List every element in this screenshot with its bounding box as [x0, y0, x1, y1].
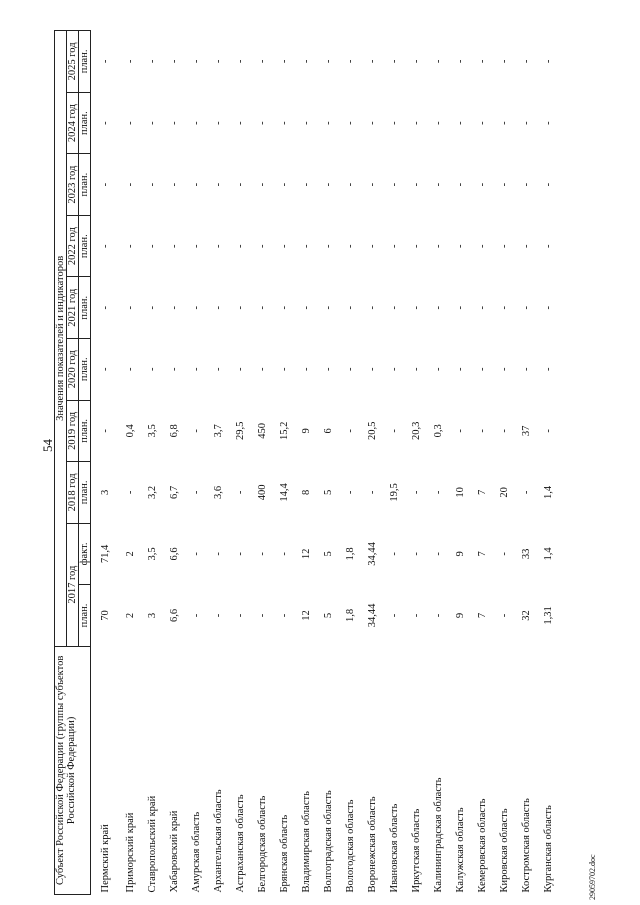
value-cell: - [234, 613, 246, 618]
value-cell: - [190, 121, 202, 125]
value-cell: - [432, 552, 444, 556]
table-row [163, 31, 185, 895]
value-cell: - [542, 59, 554, 64]
value-cell: - [190, 490, 202, 495]
value-cell: 15,2 [278, 421, 290, 441]
value-cell: - [366, 59, 378, 64]
value-cell: - [278, 59, 290, 64]
value-cell: - [190, 367, 202, 372]
value-cell: 34,44 [366, 542, 378, 566]
value-cell: - [432, 305, 444, 310]
subject-name-cell: Костромская область [520, 798, 532, 893]
value-cell: - [344, 121, 356, 125]
value-cell: - [520, 121, 532, 125]
table-row [251, 31, 273, 895]
value-cell: - [168, 59, 180, 64]
value-cell: - [366, 305, 378, 310]
value-cell: - [410, 244, 422, 248]
value-cell: - [146, 121, 158, 125]
value-cell: - [520, 305, 532, 310]
value-cell: - [168, 367, 180, 372]
value-cell: - [212, 613, 224, 618]
value-cell: - [234, 552, 246, 556]
table-row [273, 31, 295, 895]
value-cell: - [256, 305, 268, 310]
value-cell: 3,5 [146, 424, 158, 438]
value-cell: - [542, 121, 554, 125]
value-cell: - [212, 182, 224, 187]
table-row [141, 31, 163, 895]
sub-header: план. [79, 462, 91, 524]
values-column-header: Значения показателей и индикаторов [55, 31, 67, 647]
value-cell: 6,6 [168, 608, 180, 623]
sub-header: план. [79, 215, 91, 277]
value-cell: - [99, 59, 111, 64]
value-cell: - [190, 552, 202, 556]
table-row [317, 31, 339, 895]
value-cell: - [476, 305, 488, 310]
value-cell: - [454, 182, 466, 187]
value-cell: - [190, 59, 202, 64]
year-header: 2018 год [67, 462, 79, 524]
value-cell: - [454, 121, 466, 125]
value-cell: - [432, 367, 444, 372]
value-cell: 37 [520, 425, 532, 437]
value-cell: - [366, 244, 378, 248]
value-cell: - [278, 121, 290, 125]
value-cell: - [146, 182, 158, 187]
value-cell: - [234, 367, 246, 372]
value-cell: 29,5 [234, 421, 246, 441]
value-cell: - [476, 59, 488, 64]
value-cell: - [454, 59, 466, 64]
value-cell: - [498, 552, 510, 556]
value-cell: - [300, 59, 312, 64]
value-cell: - [190, 244, 202, 248]
value-cell: - [542, 367, 554, 372]
table-row [405, 31, 427, 895]
value-cell: - [410, 613, 422, 618]
sub-header: факт. [79, 523, 91, 585]
table-header [55, 31, 91, 895]
value-cell: - [498, 367, 510, 372]
sub-header: план. [79, 31, 91, 93]
value-cell: 70 [99, 610, 111, 621]
value-cell: 7 [476, 551, 488, 557]
value-cell: - [498, 429, 510, 433]
value-cell: - [212, 305, 224, 310]
sub-header: план. [79, 339, 91, 401]
value-cell: - [234, 182, 246, 187]
value-cell: - [124, 182, 136, 187]
value-cell: - [212, 244, 224, 248]
value-cell: - [388, 367, 400, 372]
value-cell: 32 [520, 610, 532, 621]
value-cell: 71,4 [99, 544, 111, 564]
table-row [361, 31, 383, 895]
value-cell: - [234, 121, 246, 125]
value-cell: - [498, 121, 510, 125]
value-cell: - [542, 244, 554, 248]
value-cell: - [432, 121, 444, 125]
value-cell: 19,5 [388, 483, 400, 502]
value-cell: - [300, 121, 312, 125]
subject-name-cell: Вологодская область [344, 799, 356, 893]
table-row [339, 31, 361, 895]
value-cell: 8 [300, 489, 312, 495]
indicators-table [54, 30, 559, 895]
value-cell: - [234, 305, 246, 310]
value-cell: - [256, 367, 268, 372]
value-cell: - [168, 182, 180, 187]
value-cell: 6 [322, 428, 334, 434]
table-row [383, 31, 405, 895]
value-cell: - [256, 59, 268, 64]
value-cell: - [388, 429, 400, 433]
value-cell: - [212, 552, 224, 556]
value-cell: - [520, 244, 532, 248]
sub-header: план. [79, 154, 91, 216]
value-cell: - [454, 305, 466, 310]
value-cell: - [190, 429, 202, 433]
value-cell: - [454, 367, 466, 372]
value-cell: - [212, 367, 224, 372]
subject-name-cell: Хабаровский край [168, 810, 180, 893]
value-cell: - [99, 121, 111, 125]
value-cell: - [388, 121, 400, 125]
subject-name-cell: Волгоградская область [322, 790, 334, 893]
value-cell: - [234, 244, 246, 248]
year-header: 2025 год [67, 31, 79, 93]
value-cell: - [278, 552, 290, 556]
value-cell: - [322, 121, 334, 125]
value-cell: - [432, 490, 444, 495]
value-cell: - [344, 429, 356, 433]
value-cell: - [476, 367, 488, 372]
table-row [229, 31, 251, 895]
value-cell: - [278, 182, 290, 187]
value-cell: - [366, 367, 378, 372]
value-cell: - [410, 305, 422, 310]
value-cell: - [344, 244, 356, 248]
sub-header: план. [79, 400, 91, 462]
value-cell: - [476, 121, 488, 125]
value-cell: 3,2 [146, 485, 158, 499]
value-cell: - [322, 182, 334, 187]
subject-name-cell: Калининградская область [432, 777, 444, 893]
value-cell: - [498, 305, 510, 310]
value-cell: - [410, 121, 422, 125]
table-row [493, 31, 515, 895]
value-cell: 6,6 [168, 547, 180, 561]
value-cell: - [256, 244, 268, 248]
value-cell: 400 [256, 484, 268, 501]
value-cell: - [542, 182, 554, 187]
value-cell: 1,4 [542, 547, 554, 561]
value-cell: - [366, 121, 378, 125]
value-cell: - [520, 490, 532, 495]
table-row [119, 31, 141, 895]
value-cell: 20 [498, 487, 510, 498]
value-cell: - [300, 305, 312, 310]
value-cell: - [410, 490, 422, 495]
file-footer: 29059702.doc [588, 854, 597, 900]
value-cell: - [278, 244, 290, 248]
subject-column-header: Субъект Российской Федерации (группы субъектов Российской Федерации) [55, 646, 91, 894]
value-cell: 5 [322, 551, 334, 557]
value-cell: - [542, 429, 554, 433]
value-cell: - [498, 182, 510, 187]
subject-name-cell: Кемеровская область [476, 798, 488, 893]
value-cell: - [190, 305, 202, 310]
value-cell: 14,4 [278, 483, 290, 502]
value-cell: - [498, 613, 510, 618]
value-cell: - [234, 59, 246, 64]
value-cell: - [432, 182, 444, 187]
value-cell: 6,8 [168, 424, 180, 438]
value-cell: - [498, 244, 510, 248]
value-cell: - [366, 182, 378, 187]
value-cell: - [300, 244, 312, 248]
value-cell: - [278, 305, 290, 310]
subject-name-cell: Астраханская область [234, 794, 246, 893]
table-row [91, 31, 120, 895]
rotated-table-container [54, 30, 564, 895]
value-cell: 0,3 [432, 424, 444, 438]
value-cell: - [542, 305, 554, 310]
value-cell: - [432, 244, 444, 248]
value-cell: - [99, 244, 111, 248]
value-cell: - [168, 244, 180, 248]
value-cell: - [168, 305, 180, 310]
table-row [427, 31, 449, 895]
value-cell: - [234, 490, 246, 495]
value-cell: - [410, 367, 422, 372]
value-cell: - [432, 59, 444, 64]
value-cell: 9 [454, 612, 466, 619]
value-cell: 20,3 [410, 421, 422, 441]
value-cell: - [344, 305, 356, 310]
subject-name-cell: Курганская область [542, 805, 554, 893]
table-row [471, 31, 493, 895]
value-cell: - [146, 59, 158, 64]
value-cell: - [99, 182, 111, 187]
value-cell: - [454, 244, 466, 248]
value-cell: 7 [476, 612, 488, 619]
table-row [515, 31, 537, 895]
subject-name-cell: Ивановская область [388, 803, 400, 893]
subject-name-cell: Амурская область [190, 811, 202, 893]
value-cell: - [322, 367, 334, 372]
value-cell: - [212, 59, 224, 64]
value-cell: - [300, 182, 312, 187]
value-cell: - [168, 121, 180, 125]
subject-name-cell: Владимирская область [300, 791, 312, 893]
value-cell: 1,31 [542, 606, 554, 625]
value-cell: - [278, 613, 290, 618]
value-cell: - [388, 59, 400, 64]
value-cell: - [498, 59, 510, 64]
value-cell: - [300, 367, 312, 372]
value-cell: 450 [256, 422, 268, 439]
sub-header: план. [79, 585, 91, 647]
value-cell: 33 [520, 548, 532, 560]
value-cell: 7 [476, 489, 488, 495]
table-row [449, 31, 471, 895]
value-cell: 9 [300, 428, 312, 434]
value-cell: 3 [99, 489, 111, 495]
year-header: 2021 год [67, 277, 79, 339]
value-cell: 6,7 [168, 485, 180, 499]
value-cell: 3 [146, 612, 158, 619]
value-cell: 34,44 [366, 603, 378, 628]
value-cell: - [476, 244, 488, 248]
subject-name-cell: Кировская область [498, 808, 510, 893]
value-cell: - [388, 552, 400, 556]
value-cell: 5 [322, 489, 334, 495]
value-cell: 0,4 [124, 424, 136, 438]
value-cell: - [388, 613, 400, 618]
year-header: 2020 год [67, 339, 79, 401]
year-header: 2023 год [67, 154, 79, 216]
table-row [537, 31, 559, 895]
page-number: 54 [40, 439, 55, 452]
table-body [91, 31, 560, 895]
value-cell: - [146, 305, 158, 310]
year-header: 2017 год [67, 523, 79, 646]
year-header: 2022 год [67, 215, 79, 277]
value-cell: - [520, 59, 532, 64]
value-cell: - [476, 182, 488, 187]
value-cell: - [454, 429, 466, 433]
value-cell: - [256, 121, 268, 125]
value-cell: - [410, 182, 422, 187]
value-cell: - [124, 121, 136, 125]
value-cell: - [190, 182, 202, 187]
value-cell: 1,8 [344, 547, 356, 561]
table-row [295, 31, 317, 895]
subject-name-cell: Брянская область [278, 814, 290, 893]
value-cell: - [99, 429, 111, 433]
value-cell: - [520, 182, 532, 187]
sub-header: план. [79, 277, 91, 339]
value-cell: 3,6 [212, 485, 224, 499]
value-cell: - [124, 59, 136, 64]
value-cell: - [124, 490, 136, 495]
subject-name-cell: Ставропольский край [146, 795, 158, 893]
value-cell: - [520, 367, 532, 372]
value-cell: - [388, 244, 400, 248]
subject-name-cell: Пермский край [99, 824, 111, 893]
value-cell: - [124, 367, 136, 372]
table-row [207, 31, 229, 895]
value-cell: - [344, 367, 356, 372]
year-header: 2019 год [67, 400, 79, 462]
value-cell: - [344, 182, 356, 187]
value-cell: 20,5 [366, 421, 378, 441]
value-cell: 3,7 [212, 424, 224, 438]
value-cell: - [432, 613, 444, 618]
value-cell: - [388, 182, 400, 187]
value-cell: - [146, 244, 158, 248]
value-cell: 12 [300, 610, 312, 621]
value-cell: - [256, 182, 268, 187]
value-cell: 12 [300, 548, 312, 560]
value-cell: - [366, 490, 378, 495]
year-header: 2024 год [67, 92, 79, 154]
subject-name-cell: Иркутская область [410, 808, 422, 893]
value-cell: 5 [322, 612, 334, 619]
value-cell: - [256, 552, 268, 556]
value-cell: 2 [124, 551, 136, 557]
value-cell: - [256, 613, 268, 618]
value-cell: - [476, 429, 488, 433]
value-cell: - [99, 367, 111, 372]
value-cell: - [344, 490, 356, 495]
value-cell: - [146, 367, 158, 372]
subject-name-cell: Воронежская область [366, 796, 378, 893]
value-cell: - [212, 121, 224, 125]
sub-header: план. [79, 92, 91, 154]
value-cell: - [410, 552, 422, 556]
value-cell: - [190, 613, 202, 618]
value-cell: 1,8 [344, 608, 356, 623]
subject-name-cell: Белгородская область [256, 795, 268, 893]
value-cell: - [322, 305, 334, 310]
table-row [185, 31, 207, 895]
subject-name-cell: Калужская область [454, 807, 466, 893]
value-cell: 1,4 [542, 485, 554, 499]
value-cell: 3,5 [146, 547, 158, 561]
value-cell: 2 [124, 612, 136, 619]
value-cell: 9 [454, 551, 466, 557]
value-cell: - [388, 305, 400, 310]
value-cell: - [344, 59, 356, 64]
value-cell: 10 [454, 487, 466, 498]
value-cell: - [124, 305, 136, 310]
subject-name-cell: Приморский край [124, 812, 136, 893]
value-cell: - [99, 305, 111, 310]
subject-name-cell: Архангельская область [212, 789, 224, 893]
value-cell: - [410, 59, 422, 64]
value-cell: - [322, 244, 334, 248]
value-cell: - [322, 59, 334, 64]
value-cell: - [124, 244, 136, 248]
value-cell: - [278, 367, 290, 372]
